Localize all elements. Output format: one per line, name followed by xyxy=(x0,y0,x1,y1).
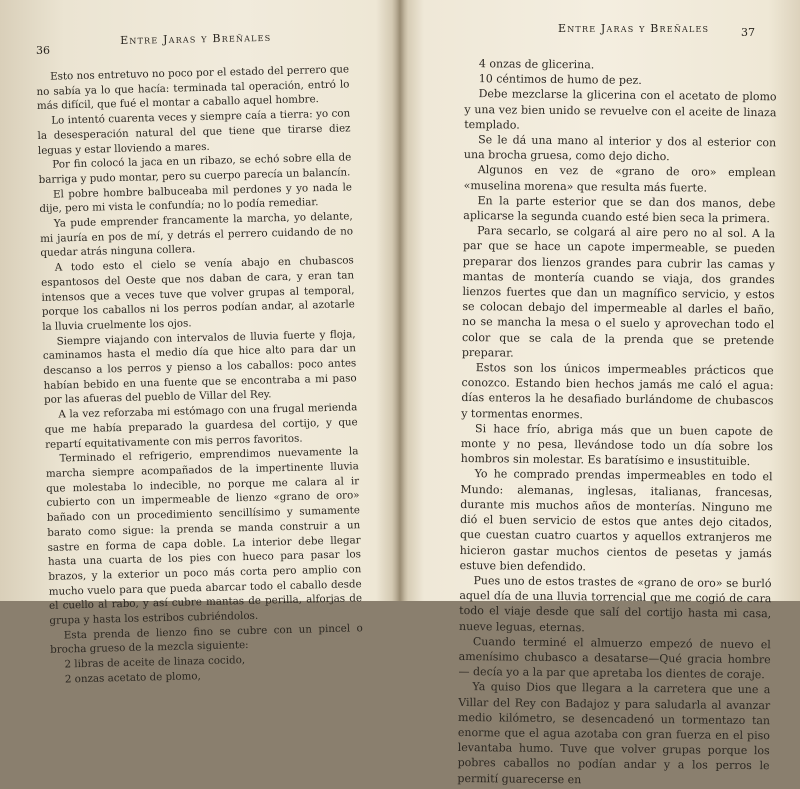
paragraph: Siempre viajando con intervalos de lluvia fuerte y floja, caminamos hasta el medio día que hice alto para dar un descanso a los perros y pienso a los caballos: poco antes habían bebido en una fuente que se encontraba a mi paso por las afueras del pueblo de Villar del Rey. xyxy=(42,327,357,407)
recipe-line: 4 onzas de glicerina. xyxy=(478,57,595,72)
paragraph: Lo intentó cuarenta veces y siempre caía a tierra: yo con la desesperación natural del que tiene que tirarse diez leguas y estar lloviendo a mares. xyxy=(37,107,351,157)
paragraph: Por fin colocó la jaca en un ribazo, se echó sobre ella de barriga y pudo montar, pero su cuerpo parecía un balancín. xyxy=(38,151,352,186)
paragraph: Terminado el refrigerio, emprendimos nuevamente la marcha siempre acompañados de la impertinente lluvia que molestaba lo indecible, no porque me calara al ir cubierto con un impermeable de lienzo «grano de oro» bañado con un procedimiento sencillísimo y sumamente barato como sigue: la prenda se manda construir a un sastre en forma de capa doble. La interior debe llegar hasta una cuarta de los pies con hueco para pasar los brazos, y la exterior un poco más corta pero amplio con mucho vuelo para que pueda abarcar todo el caballo desde el cuello al rabo, y así cubre mantas de perilla, alforjas de grupa y hasta los estribos cubriéndolos. xyxy=(45,445,363,627)
paragraph: Se le dá una mano al interior y dos al esterior con una brocha gruesa, como dejo dicho. xyxy=(463,133,777,164)
page-body xyxy=(36,62,364,687)
paragraph: Debe mezclarse la glicerina con el acetato de plomo y una vez bien unido se revuelve con el aceite de linaza templado. xyxy=(464,87,777,132)
page-body xyxy=(457,56,777,789)
paragraph: El pobre hombre balbuceaba mil perdones y yo nada le dije, pero mi vista le confundía; no lo podía remediar. xyxy=(39,180,353,216)
running-head: Entre Jaras y Breñales xyxy=(120,30,272,47)
paragraph: Estos son los únicos impermeables prácticos que conozco. Estando bien hechos jamás me caló el agua: días enteros la he desafiado burlándome de chubascos y tormentas enormes. xyxy=(461,361,774,421)
paragraph: Para secarlo, se colgará al aire pero no al sol. A la par que se hace un capote impermeable, se pueden preparar dos lienzos grandes para cubrir las camas y mantas de montería cuando se viaja, dos grandes lienzos fuertes que dan un magnífico servicio, y estos se colocan debajo del impermeable al darles el baño, no se mancha la mesa o el suelo y aprovechan todo el color que se cala de la prenda que se pretende preparar. xyxy=(461,224,776,360)
running-head: Entre Jaras y Breñales xyxy=(558,22,710,35)
paragraph: Esta prenda de lienzo fino se cubre con un pincel o brocha grueso de la mezcla siguiente: xyxy=(50,621,363,657)
right-page xyxy=(400,0,800,786)
paragraph: Algunos en vez de «grano de oro» emplean «muselina morena» que resulta más fuerte. xyxy=(463,163,776,195)
paragraph: Pues uno de estos trastes de «grano de oro» se burló aquel día de una lluvia torrencial que me cogió de cara todo el viaje desde que salí del cortijo hasta mi casa, nueve leguas, eternas. xyxy=(458,574,772,634)
page-number: 36 xyxy=(36,44,50,57)
paragraph: Esto nos entretuvo no poco por el estado del perrero que no sabía ya lo que hacía: terminada tal operación, entró lo más difícil, que fué el montar a caballo aquel hombre. xyxy=(36,63,350,113)
recipe-line: 10 céntimos de humo de pez. xyxy=(478,72,642,88)
paragraph: Cuando terminé el almuerzo empezó de nuevo el amenísimo chubasco a desatarse—Qué gracia hombre— decía yo a la par que apretaba los dientes de coraje. xyxy=(458,634,771,682)
left-page xyxy=(0,0,400,686)
paragraph: Yo he comprado prendas impermeables en todo el Mundo: alemanas, inglesas, italianas, francesas, durante mis muchos años de monterías. Ninguno me dió el buen servicio de estos que antes dejo citados, que cuestan cuatro cuartos y aquellos extranjeros me hicieron gastar muchos cientos de pesetas y jamás estuve bien defendido. xyxy=(459,467,773,573)
paragraph: A la vez reforzaba mi estómago con una frugal merienda que me había preparado la guardesa del cortijo, y que repartí equitativamente con mis perros favoritos. xyxy=(44,401,358,451)
paragraph: Si hace frío, abriga más que un buen capote de monte y no pesa, llevándose todo un día sobre los hombros sin molestar. Es baratísimo e insustituible. xyxy=(460,422,774,469)
recipe-line: 2 onzas acetato de plomo, xyxy=(64,669,201,686)
page-number: 37 xyxy=(741,26,755,39)
paragraph: Ya quiso Dios que llegara a la carretera que une a Villar del Rey con Badajoz y para saludarla al avanzar medio kilómetro, se desencadenó un tormentazo tan enorme que el agua azotaba con gran fuerza en el piso levantaba humo. Tuve que volver grupas porque los pobres caballos no podían andar y a los perros le permití guarecerse en xyxy=(457,680,771,786)
paragraph: Ya pude emprender francamente la marcha, yo delante, mi jauría en pos de mí, y detrás el perrero cuidando de no quedar atrás ninguna collera. xyxy=(39,210,354,260)
recipe-line: 2 libras de aceite de linaza cocido, xyxy=(64,654,246,671)
paragraph: A todo esto el cielo se venía abajo en chubascos espantosos del Oeste que nos daban de cara, y eran tan intensos que a veces tuve que volver grupas al temporal, porque los caballos ni los perros podían andar, al azotarle la lluvia cruelmente los ojos. xyxy=(41,254,355,333)
paragraph: En la parte esterior que se dan dos manos, debe aplicarse la segunda cuando esté bien seca la primera. xyxy=(463,193,776,226)
book-gutter xyxy=(392,0,408,601)
